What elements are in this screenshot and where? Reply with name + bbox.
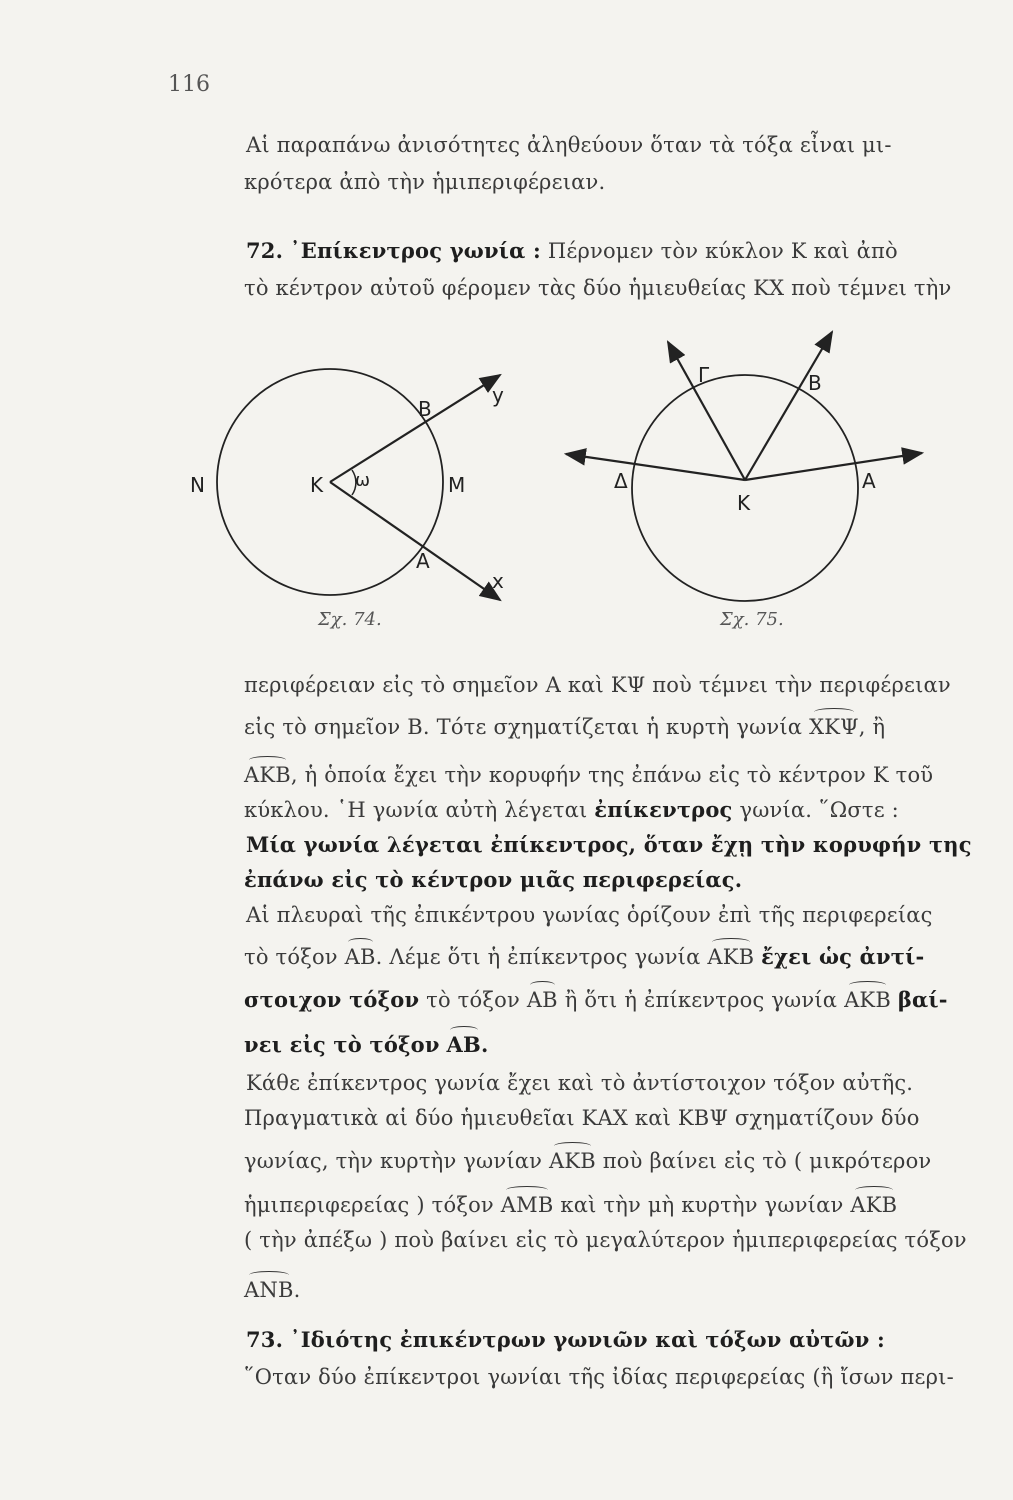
- ray-k-b: [745, 332, 832, 480]
- label-K-75: K: [737, 491, 751, 515]
- para3-line-6-end: .: [293, 1278, 301, 1302]
- section-72-line-2: τὸ κέντρον αὐτοῦ φέρομεν τὰς δύο ἡμιευθείας ΚΧ ποὺ τέμνει τὴν: [244, 276, 952, 300]
- para1-line-2: [244, 712, 944, 742]
- section-72-title: ᾿Επίκεντρος γωνία :: [290, 238, 541, 263]
- definition-line-1: Μία γωνία λέγεται ἐπίκεντρος, ὅταν ἔχῃ τὴν κορυφήν της: [246, 832, 972, 857]
- para2-line-4-end: .: [480, 1032, 489, 1057]
- ray-k-a: [745, 453, 922, 480]
- para1-line-4-b: γωνία. ῞Ωστε :: [739, 798, 899, 822]
- label-N: N: [190, 473, 205, 497]
- section-72-text: Πέρνομεν τὸν κύκλον Κ καὶ ἀπὸ: [547, 239, 898, 263]
- page-number: 116: [168, 72, 210, 97]
- para2-line-1: Αἱ πλευραὶ τῆς ἐπικέντρου γωνίας ὁρίζουν ἐπὶ τῆς περιφερείας: [246, 903, 933, 927]
- para3-line-1: Κάθε ἐπίκεντρος γωνία ἔχει καὶ τὸ ἀντίστοιχον τόξον αὐτῆς.: [246, 1071, 914, 1095]
- label-A-75: A: [862, 469, 876, 493]
- arc-notation: ΑΝΒ: [244, 1275, 294, 1305]
- para2-line-3-bold-2: βαί-: [897, 987, 948, 1012]
- angle-notation: ΑΚΒ: [549, 1146, 596, 1176]
- label-y: y: [492, 383, 504, 407]
- para3-line-5: ( τὴν ἀπέξω ) ποὺ βαίνει εἰς τὸ μεγαλύτερον ἡμιπεριφερείας τόξον: [244, 1228, 967, 1252]
- label-B-75: B: [808, 371, 822, 395]
- para3-line-2: Πραγματικὰ αἱ δύο ἡμιευθεῖαι ΚΑΧ καὶ ΚΒΨ σχηματίζουν δύο: [244, 1106, 920, 1130]
- para2-line-3-bold: στοιχον τόξον: [244, 987, 420, 1012]
- section-73-number: 73.: [246, 1327, 284, 1352]
- term-epikentros: ἐπίκεντρος: [594, 797, 733, 822]
- para3-line-3-a: γωνίας, τὴν κυρτὴν γωνίαν: [244, 1149, 543, 1173]
- intro-line-2: κρότερα ἀπὸ τὴν ἡμιπεριφέρειαν.: [244, 170, 606, 194]
- figure-75: [566, 332, 922, 630]
- intro-line-1: Αἱ παραπάνω ἀνισότητες ἀληθεύουν ὅταν τὰ τόξα εἶναι μι-: [246, 133, 892, 157]
- angle-notation: ΑΚΒ: [244, 760, 291, 790]
- para2-line-2: [244, 942, 944, 972]
- arc-notation: ΑΒ: [345, 942, 376, 972]
- para3-line-4: [244, 1190, 944, 1220]
- label-A: A: [416, 549, 430, 573]
- para2-line-2-bold: ἔχει ὡς ἀντί-: [761, 944, 925, 969]
- ray-ky: [330, 375, 500, 482]
- para2-line-3-a: τὸ τόξον: [426, 988, 520, 1012]
- para3-line-3-b: ποὺ βαίνει εἰς τὸ ( μικρότερον: [602, 1149, 932, 1173]
- caption-74: Σχ. 74.: [318, 609, 382, 630]
- para1-line-3-b: , ἡ ὁποία ἔχει τὴν κορυφήν της ἐπάνω εἰς τὸ κέντρον Κ τοῦ: [290, 763, 934, 787]
- figures: [0, 320, 1013, 650]
- arc-notation: ΑΜΒ: [501, 1190, 554, 1220]
- angle-notation: ΑΚΒ: [850, 1190, 897, 1220]
- para2-line-2-b: . Λέμε ὅτι ἡ ἐπίκεντρος γωνία: [375, 945, 701, 969]
- label-omega: ω: [355, 470, 371, 491]
- section-73-heading: [246, 1325, 946, 1355]
- para1-line-4: [244, 795, 944, 825]
- angle-notation: ΑΚΒ: [707, 942, 754, 972]
- definition-line-2: ἐπάνω εἰς τὸ κέντρον μιᾶς περιφερείας.: [244, 867, 743, 892]
- label-x: x: [492, 569, 504, 593]
- section-72-heading: [246, 236, 946, 266]
- caption-75: Σχ. 75.: [720, 609, 784, 630]
- para1-line-1: περιφέρειαν εἰς τὸ σημεῖον Α καὶ ΚΨ ποὺ τέμνει τὴν περιφέρειαν: [244, 673, 951, 697]
- label-M: M: [448, 473, 466, 497]
- arc-notation: ΑΒ: [447, 1030, 481, 1060]
- ray-kx: [330, 482, 500, 600]
- para2-line-3-b: ἢ ὅτι ἡ ἐπίκεντρος γωνία: [564, 988, 838, 1012]
- label-B: B: [418, 397, 432, 421]
- section-73-line-1: ῞Οταν δύο ἐπίκεντροι γωνίαι τῆς ἰδίας περιφερείας (ἢ ἴσων περι-: [244, 1365, 954, 1389]
- ray-k-delta: [566, 454, 745, 480]
- para3-line-4-a: ἡμιπεριφερείας ) τόξον: [244, 1193, 494, 1217]
- para3-line-4-b: καὶ τὴν μὴ κυρτὴν γωνίαν: [560, 1193, 844, 1217]
- para2-line-4: [244, 1030, 944, 1060]
- para1-line-2-a: εἰς τὸ σημεῖον Β. Τότε σχηματίζεται ἡ κυρτὴ γωνία: [244, 715, 803, 739]
- section-73-title: ᾿Ιδιότης ἐπικέντρων γωνιῶν καὶ τόξων αὐτῶν :: [290, 1327, 885, 1352]
- label-Gamma: Γ: [698, 363, 710, 387]
- para2-line-2-a: τὸ τόξον: [244, 945, 338, 969]
- figure-74: [190, 369, 504, 630]
- label-Delta: Δ: [614, 469, 628, 493]
- arc-notation: ΑΒ: [527, 985, 558, 1015]
- para2-line-3: [244, 985, 948, 1015]
- para1-line-3: [244, 760, 944, 790]
- angle-notation: ΧΚΨ: [809, 712, 859, 742]
- para3-line-3: [244, 1146, 944, 1176]
- section-72-number: 72.: [246, 238, 284, 263]
- para3-line-6: [244, 1275, 944, 1305]
- para1-line-4-a: κύκλου. ῾Η γωνία αὐτὴ λέγεται: [244, 798, 588, 822]
- label-K: K: [310, 473, 324, 497]
- circle-75: [632, 375, 858, 601]
- para2-line-4-bold: νει εἰς τὸ τόξον: [244, 1032, 440, 1057]
- angle-notation: ΑΚΒ: [844, 985, 891, 1015]
- para1-line-2-b: , ἢ: [858, 715, 886, 739]
